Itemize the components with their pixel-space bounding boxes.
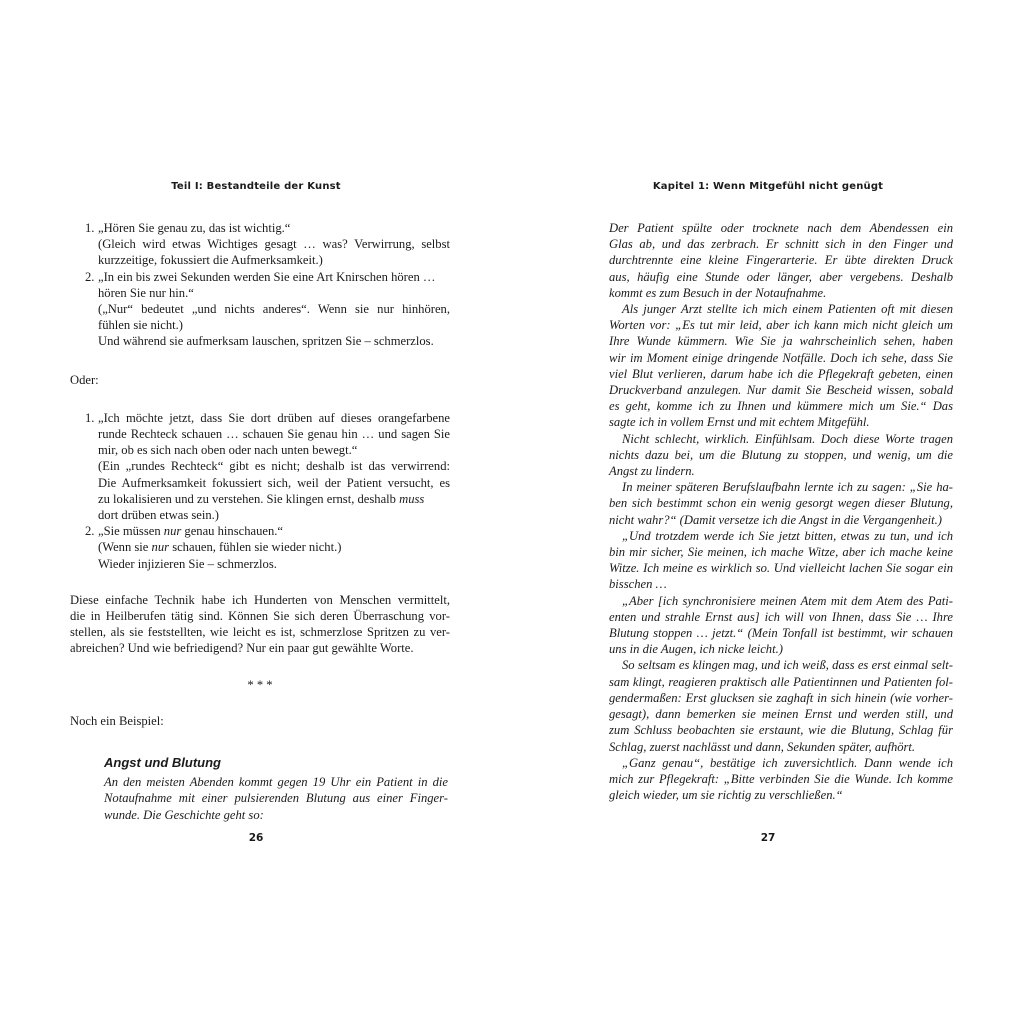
summary-paragraph: Diese einfache Technik habe ich Hunderten von Menschen vermittelt, die in Heilberufen tätig sind. Können Sie sich deren Überraschung vor- stellen, als sie feststellten, wie leicht es ist, schmerzlose Spritzen zu ver- abreichen? Und wie befriedigend? Nur ein paar gut gewählte Worte. <box>70 592 450 656</box>
paragraph: Als junger Arzt stellte ich mich einem Patienten oft mit diesen Worten vor: „Es tut mir leid, aber ich kann mich nicht gleich um Ihre Wunde kümmern. Wie Sie ja wahrscheinlich sehen, haben wir im Moment einige dringende Notfälle. Doch ich sehe, dass Sie viel Blut verlieren, darum habe ich die Pflegekraft gebeten, einen Druckverband anzulegen. Nur damit Sie Bescheid wissen, sobald es geht, komme ich zu Ihnen und kümmere mich um Sie.“ Das sagte ich in vollem Ernst und mit echtem Mitgefühl. <box>609 302 953 430</box>
paragraph: In meiner späteren Berufslaufbahn lernte ich zu sagen: „Sie ha- ben sich bestimmt schon ein wenig gesorgt wegen dieser Blutung, nicht wahr?“ (Damit versetze ich die Angst in die Vergangenheit.) <box>609 480 953 527</box>
or-label: Oder: <box>70 372 99 387</box>
page-number-left: 26 <box>248 832 264 844</box>
left-page-body <box>70 220 450 823</box>
emphasis: muss <box>399 491 425 506</box>
technique-list-2 <box>85 410 450 572</box>
paragraph: „Ganz genau“, bestätige ich zuversichtlich. Dann wende ich mich zur Pflegekraft: „Bitte verbinden Sie die Wunde. Ich komme gleich wieder, um sie richtig zu verschließen.“ <box>609 755 953 803</box>
right-page-body <box>609 220 953 803</box>
section-separator: * * * <box>247 677 273 692</box>
list-item: 1. „Hören Sie genau zu, das ist wichtig.“ (Gleich wird etwas Wichtiges gesagt … was? Verwirrung, selbst kurzzeitige, fokussiert die Aufmerksamkeit.) <box>85 221 450 268</box>
story-text: An den meisten Abenden kommt gegen 19 Uhr ein Patient in die Notaufnahme mit einer pulsierenden Blutung aus einer Finger- wunde. Die Geschichte geht so: <box>104 775 448 822</box>
paragraph: So seltsam es klingen mag, und ich weiß, dass es erst einmal selt- sam klingt, reagieren praktisch alle Patientinnen und Patienten fol- gendermaßen: Erst glucksen sie zaghaft in sich hinein (wie vorher- gesagt), dann bemerken sie meinen Ernst und werden still, und zum Schluss beobachten sie erstaunt, wie die Blutung, Schlag für Schlag, zuerst nachlässt und dann, Sekunden später, aufhört. <box>609 658 953 754</box>
page-number-right: 27 <box>760 832 776 844</box>
paragraph: Nicht schlecht, wirklich. Einfühlsam. Doch diese Worte tragen nichts dazu bei, um die Blutung zu stoppen, und wenig, um die Angst zu lindern. <box>609 431 953 479</box>
technique-list-1 <box>85 220 450 350</box>
list-item: 2. „Sie müssen nur genau hinschauen.“ (Wenn sie nur schauen, fühlen sie wieder nicht.) Wieder injizieren Sie – schmerzlos. <box>85 524 342 571</box>
list-item: 1. „Ich möchte jetzt, dass Sie dort drüben auf dieses orangefarbene runde Rechteck schauen … schauen Sie genau hin … und sagen Sie mir, ob es sich nach oben oder nach unten bewegt.“ (Ein „rundes Rechteck“ gibt es nicht; deshalb ist das verwirrend: Die Aufmerksamkeit fokussiert sich, weil der Patient versucht, es zu lokalisieren und zu verstehen. Sie klingen ernst, deshalb muss dort drüben etwas sein.) <box>85 410 450 523</box>
paragraph: „Und trotzdem werde ich Sie jetzt bitten, etwas zu tun, und ich bin mir sicher, Sie meinen, ich mache Witze, aber ich mache keine Witze. Ich meine es wirklich so. Und vielleicht lachen Sie sogar ein bisschen … <box>609 528 953 592</box>
running-head-right: Kapitel 1: Wenn Mitgefühl nicht genügt <box>652 181 884 192</box>
emphasis: nur <box>163 524 182 539</box>
paragraph: „Aber [ich synchronisiere meinen Atem mit dem Atem des Pati- enten und strahle Ernst aus] ich will von Ihnen, dass Sie … Ihre Blutung stoppen … jetzt.“ (Mein Tonfall ist bestimmt, wir schauen uns in die Augen, ich nicke leicht.) <box>609 593 953 657</box>
paragraph: Der Patient spülte oder trocknete nach dem Abendessen ein Glas ab, und das zerbrach. Er schnitt sich in den Finger und durchtrennte eine kleine Fingerarterie. Er übte direkten Druck aus, häufig eine Stunde oder länger, aber vergebens. Deshalb kommt es zum Besuch in der Notaufnahme. <box>609 221 953 300</box>
right-page <box>512 0 1024 1024</box>
section-heading: Angst und Blutung <box>104 755 221 771</box>
example-intro: Noch ein Beispiel: <box>70 713 164 728</box>
emphasis: nur <box>151 540 170 555</box>
running-head-left: Teil I: Bestandteile der Kunst <box>171 181 341 192</box>
list-item: 2. „In ein bis zwei Sekunden werden Sie eine Art Knirschen hören … hören Sie nur hin.“ („Nur“ bedeutet „und nichts anderes“. Wenn sie nur hinhören, fühlen sie nicht.) Und während sie aufmerksam lauschen, spritzen Sie – schmerzlos. <box>85 269 450 349</box>
